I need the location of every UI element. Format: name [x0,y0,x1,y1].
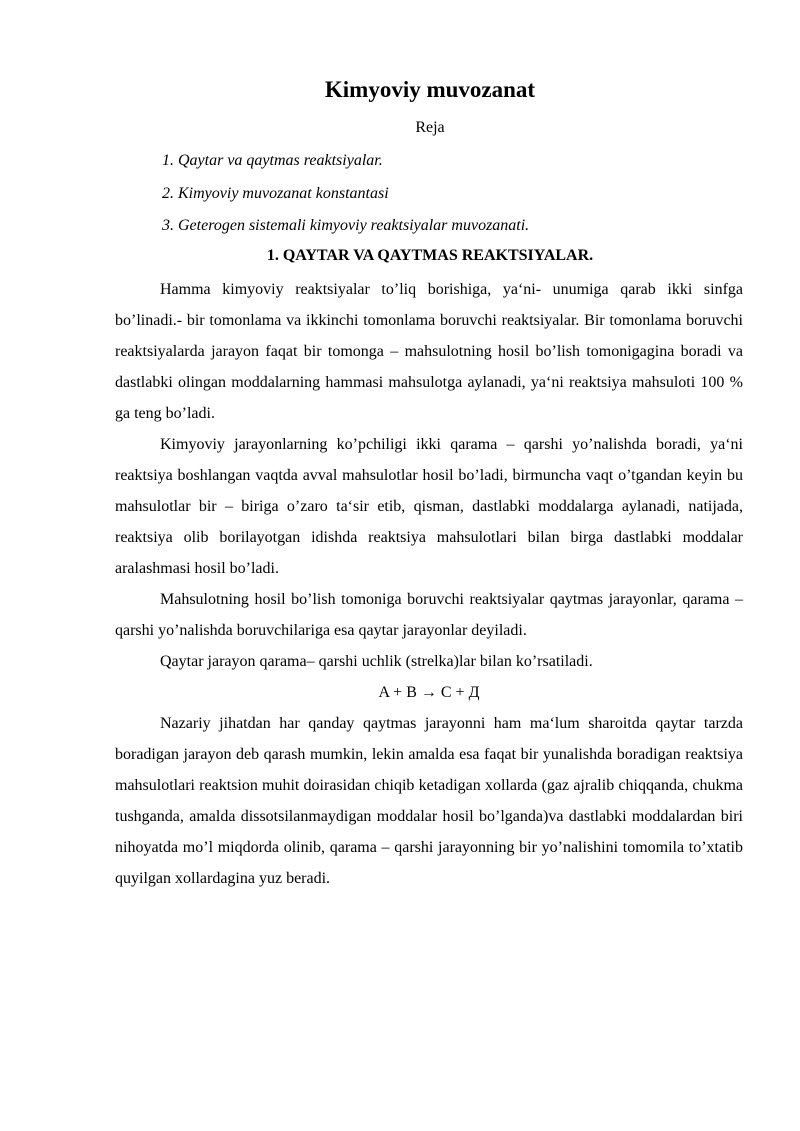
section-heading: 1. QAYTAR VA QAYTMAS REAKTSIYALAR. [266,247,594,264]
plan-item-2: 2. Kimyoviy muvozanat konstantasi [162,185,389,202]
document-body [115,274,743,894]
reaction-equation: A + B → C + Д [378,684,480,701]
paragraph-3: Mahsulotning hosil bo’lish tomoniga boruvchi reaktsiyalar qaytmas jarayonlar, qarama – qarshi yo’nalishda boruvchilariga esa qaytar jarayonlar deyiladi. [115,591,743,639]
paragraph-4: Qaytar jarayon qarama– qarshi uchlik (strelka)lar bilan ko’rsatiladi. [160,653,593,670]
paragraph-1: Hamma kimyoviy reaktsiyalar to’liq borishiga, ya‘ni- unumiga qarab ikki sinfga bo’linadi.- bir tomonlama va ikkinchi tomonlama boruvchi reaktsiyalar. Bir tomonlama boruvchi reaktsiyalarda jarayon faqat bir tomonga – mahsulotning hosil bo’lish tomonigagina boradi va dastlabki olingan moddalarning hammasi mahsulotga aylanadi, ya‘ni reaktsiya mahsuloti 100 % ga teng bo’ladi. [115,281,743,422]
paragraph-5: Nazariy jihatdan har qanday qaytmas jarayonni ham ma‘lum sharoitda qaytar tarzda boradigan jarayon deb qarash mumkin, lekin amalda esa faqat bir yunalishda boradigan reaktsiya mahsulotlari reaktsion muhit doirasidan chiqib ketadigan xollarda (gaz ajralib chiqqanda, chukma tushganda, amalda dissotsilanmaydigan moddalar hosil bo’lganda)va dastlabki moddalardan biri nihoyatda mo’l miqdorda olinib, qarama – qarshi jarayonning bir yo’nalishini tomomila to’xtatib quyilgan xollardagina yuz beradi. [115,715,743,887]
paragraph-2: Kimyoviy jarayonlarning ko’pchiligi ikki qarama – qarshi yo’nalishda boradi, ya‘ni reaktsiya boshlangan vaqtda avval mahsulotlar hosil bo’ladi, birmuncha vaqt o’tgandan keyin bu mahsulotlar bir – biriga o’zaro ta‘sir etib, qisman, dastlabki moddalarga aylanadi, natijada, reaktsiya olib borilayotgan idishda reaktsiya mahsulotlari bilan birga dastlabki moddalar aralashmasi hosil bo’ladi. [115,436,743,577]
plan-item-1: 1. Qaytar va qaytmas reaktsiyalar. [162,152,383,169]
plan-label: Reja [415,119,445,136]
plan-item-3: 3. Geterogen sistemali kimyoviy reaktsiyalar muvozanati. [162,217,530,234]
document-title: Kimyoviy muvozanat [324,77,536,102]
